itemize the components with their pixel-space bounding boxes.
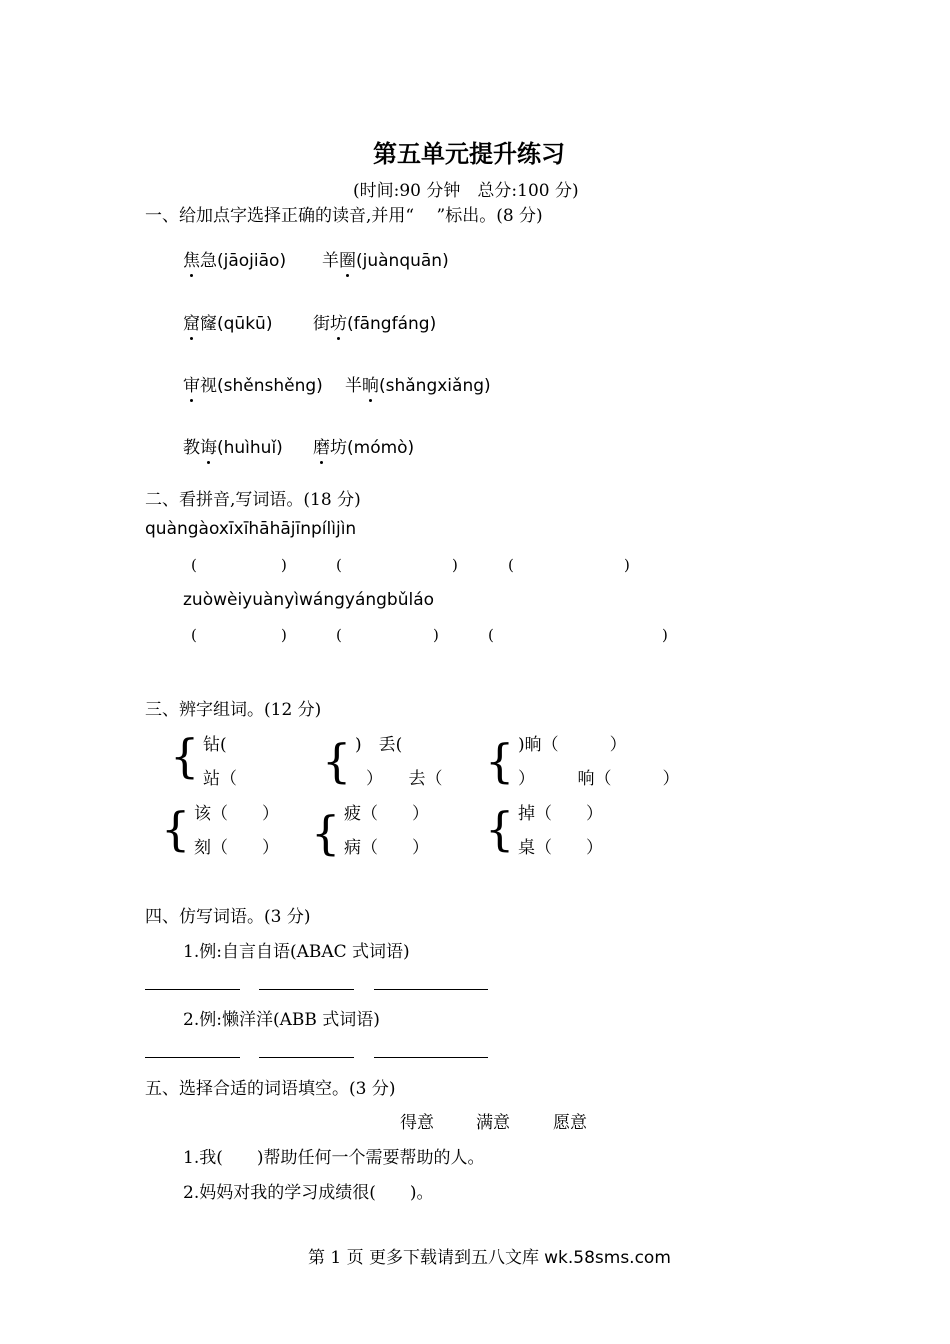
dotted-char: 焦	[183, 246, 200, 271]
brace-icon: {	[170, 729, 200, 783]
section-4-heading: 四、仿写词语。(3 分)	[145, 907, 311, 927]
char-pair-top: 钻(	[203, 735, 227, 755]
dotted-char: 圈	[339, 246, 356, 271]
pinyin-options: (fāngfáng)	[347, 314, 437, 334]
pinyin-line-2: zuòwèiyuànyìwángyángbǔláo	[183, 590, 435, 610]
char-pair-bottom: 刻（ ）	[194, 838, 279, 858]
s1-row-2: 窟窿(qūkū)	[183, 309, 272, 334]
pinyin-line-1: quàngàoxīxīhāhājīnpílìjìn	[145, 519, 357, 539]
footer-site-link[interactable]: wk.58sms.com	[544, 1248, 671, 1268]
dotted-char: 磨	[313, 433, 330, 458]
answer-open-paren: (	[336, 626, 342, 644]
char-pair-top: 疲（ ）	[344, 804, 429, 824]
answer-open-paren: (	[336, 556, 342, 574]
answer-open-paren: (	[191, 626, 197, 644]
s1-row-3: 审视(shěnshěng)	[183, 371, 323, 396]
page-footer	[308, 1243, 671, 1268]
pinyin-options: (mómò)	[347, 438, 415, 458]
char-pair-bottom: 站（	[203, 769, 237, 789]
brace-icon: {	[322, 734, 352, 788]
brace-icon: {	[311, 806, 341, 860]
s1-row-1b: 羊圈(juànquān)	[322, 246, 449, 271]
pinyin-options: (jāojiāo)	[217, 251, 287, 271]
pinyin-options: (huìhuǐ)	[217, 438, 283, 458]
char-pair-top: ) 丢(	[355, 735, 403, 755]
section-3-heading: 三、辨字组词。(12 分)	[145, 700, 322, 720]
answer-close-paren: )	[624, 556, 630, 574]
dotted-char: 晌	[362, 371, 379, 396]
s1-row-3b: 半晌(shǎngxiǎng)	[345, 371, 491, 396]
word-option: 得意	[400, 1113, 434, 1133]
char-pair-bottom: ） 去（	[366, 769, 443, 789]
example-1: 1.例:自言自语(ABAC 式词语)	[183, 942, 410, 962]
pinyin-options: (qūkū)	[217, 314, 273, 334]
answer-open-paren: (	[488, 626, 494, 644]
s1-row-1	[183, 246, 286, 271]
page-title: 第五单元提升练习	[373, 139, 565, 168]
answer-close-paren: )	[281, 556, 287, 574]
char-pair-top: 该（ ）	[194, 804, 279, 824]
answer-open-paren: (	[508, 556, 514, 574]
answer-open-paren: (	[191, 556, 197, 574]
char-pair-bottom: ） 响（ ）	[518, 769, 680, 789]
question-1: 1.我( )帮助任何一个需要帮助的人。	[183, 1148, 485, 1168]
answer-line[interactable]	[145, 989, 240, 990]
s1-item: 焦急	[183, 251, 217, 271]
answer-close-paren: )	[662, 626, 668, 644]
answer-close-paren: )	[452, 556, 458, 574]
s1-row-4: 教诲(huìhuǐ)	[183, 433, 283, 458]
section-2-heading: 二、看拼音,写词语。(18 分)	[145, 490, 361, 510]
dotted-char: 审	[183, 371, 200, 396]
answer-close-paren: )	[433, 626, 439, 644]
pinyin-options: (juànquān)	[356, 251, 449, 271]
s1-row-4b: 磨坊(mómò)	[313, 433, 414, 458]
example-2: 2.例:懒洋洋(ABB 式词语)	[183, 1010, 380, 1030]
answer-line[interactable]	[374, 989, 488, 990]
s1-row-2b: 街坊(fāngfáng)	[313, 309, 436, 334]
footer-page-text: 第 1 页 更多下载请到五八文库	[308, 1248, 540, 1268]
dotted-char: 坊	[330, 309, 347, 334]
question-2: 2.妈妈对我的学习成绩很( )。	[183, 1183, 434, 1203]
section-1-heading: 一、给加点字选择正确的读音,并用“ ”标出。(8 分)	[145, 206, 543, 226]
answer-line[interactable]	[374, 1057, 488, 1058]
answer-close-paren: )	[281, 626, 287, 644]
char-pair-top: 掉（ ）	[518, 804, 603, 824]
dotted-char: 诲	[200, 433, 217, 458]
char-pair-top: )晌（ ）	[518, 735, 627, 755]
brace-icon: {	[485, 802, 515, 856]
answer-line[interactable]	[145, 1057, 240, 1058]
char-pair-bottom: 桌（ ）	[518, 838, 603, 858]
pinyin-options: (shǎngxiǎng)	[379, 376, 491, 396]
pinyin-options: (shěnshěng)	[217, 376, 323, 396]
char-pair-bottom: 病（ ）	[344, 838, 429, 858]
section-5-heading: 五、选择合适的词语填空。(3 分)	[145, 1079, 396, 1099]
answer-line[interactable]	[259, 989, 354, 990]
word-option: 愿意	[553, 1113, 587, 1133]
brace-icon: {	[485, 734, 515, 788]
word-option: 满意	[476, 1113, 510, 1133]
brace-icon: {	[161, 802, 191, 856]
answer-line[interactable]	[259, 1057, 354, 1058]
dotted-char: 窟	[183, 309, 200, 334]
subtitle: (时间:90 分钟 总分:100 分)	[353, 181, 579, 201]
